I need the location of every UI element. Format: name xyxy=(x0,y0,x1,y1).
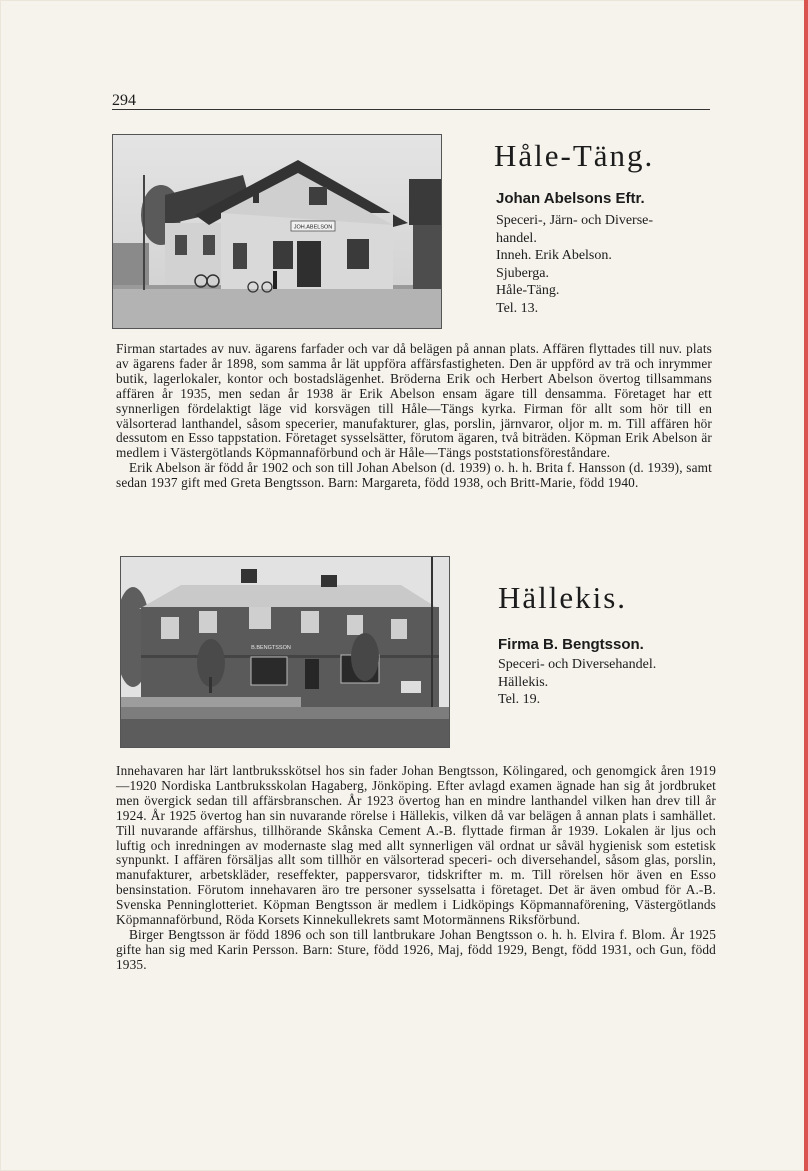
page-edge xyxy=(804,0,808,1171)
firm-description xyxy=(116,764,716,973)
store-photo-hale-tang xyxy=(112,134,442,329)
paragraph: Firman startades av nuv. ägarens farfader och var då belägen på annan plats. Affären flyttades till nuv. plats av ägarens fader år 1898, som samma år lät uppföra affärsfastigheten. Den är uppförd av trä och inrymmer butik, lagerlokaler, kontor och bostadslägenhet. Bröderna Erik och Herbert Abelson övertog tillsammans affären år 1935, men sedan år 1938 är Erik Abelson ensam ägare till densamma. Företaget har ett synnerligen fördelaktigt läge vid korsvägen till Håle—Tängs kyrka. Firman för allt som hör till en välsorterad lanthandel, såsom specerier, manufakturer, glas, porslin, järnvaror, oljor m. m. Till affären hör dessutom en Esso tappstation. Företaget sysselsätter, förutom ägaren, två biträden. Köpman Erik Abelson är medlem i Västergötlands Köpmannaförbund och är Håle—Tängs poststationsföreståndare. xyxy=(116,341,712,461)
store-photo-hallekis xyxy=(120,556,450,748)
info-line: Sjuberga. xyxy=(496,265,550,281)
place-title: Hällekis. xyxy=(498,580,628,615)
info-line: Tel. 19. xyxy=(498,692,541,707)
info-line: Speceri- och Diversehandel. xyxy=(498,657,657,672)
store-sign: JOH.ABELSON xyxy=(293,224,333,231)
firm-info xyxy=(496,212,653,317)
page-number: 294 xyxy=(112,92,136,109)
info-line: handel. xyxy=(496,230,537,246)
firm-description xyxy=(116,342,712,491)
place-title: Håle-Täng. xyxy=(494,138,655,173)
paragraph: Birger Bengtsson är född 1896 och son till lantbrukare Johan Bengtsson o. h. h. Elvira f. Blom. År 1925 gifte han sig med Karin Persson. Barn: Sture, född 1926, Maj, född 1929, Bengt, född 1931, och Gun, född 1935. xyxy=(116,926,716,972)
info-line: Speceri-, Järn- och Diverse- xyxy=(496,213,654,228)
info-line: Inneh. Erik Abelson. xyxy=(496,248,612,263)
info-line: Tel. 13. xyxy=(496,300,539,316)
firm-name: Firma B. Bengtsson. xyxy=(498,636,644,653)
info-line: Håle-Täng. xyxy=(496,283,560,298)
firm-info xyxy=(498,656,656,709)
brick-store-building-image xyxy=(121,557,449,747)
info-line: Hällekis. xyxy=(498,674,549,690)
paragraph: Innehavaren har lärt lantbruksskötsel hos sin fader Johan Bengtsson, Kölingared, och genomgick åren 1919—1920 Nordiska Lantbruksskolan Hagaberg, Jönköping. Efter avlagd examen ägnade han sig åt jordbruket men övergick sedan till affärsbranschen. År 1923 övertog han en mindre lanthandel vilken han drev till år 1924. År 1925 övertog han sin nuvarande rörelse i Hällekis, vilken då var belägen å annan plats i samhället. Till nuvarande affärshus, tillhörande Skånska Cement A.-B. flyttade firman år 1939. Lokalen är ljus och luftig och inredningen av modernaste slag med allt synnerligen väl ordnat ur såväl hygienisk som estetisk synpunkt. I affären försäljas allt som tillhör en välsorterad speceri- och diversehandel, såsom glas, porslin, manufakturer, arbetskläder, reseffekter, pappersvaror, tidskrifter m. m. Till rörelsen hör även en Esso bensinstation. Förutom innehavaren äro tre personer sysselsatta i företaget. Det är även ombud för A.-B. Svenska Penninglotteriet. Köpman Bengtsson är medlem i Lidköpings Köpmannaförening, Västergötlands Köpmannaförbund, Röda Korsets Kinnekullekrets samt Motormännens Riksförbund. xyxy=(116,763,716,928)
firm-name: Johan Abelsons Eftr. xyxy=(496,190,645,207)
paragraph: Erik Abelson är född år 1902 och son till Johan Abelson (d. 1939) o. h. h. Brita f. Hansson (d. 1939), samt sedan 1937 gift med Greta Bengtsson. Barn: Margareta, född 1938, och Britt-Marie, född 1940. xyxy=(116,460,712,491)
header-rule xyxy=(112,109,710,110)
wooden-store-building-image xyxy=(113,135,441,328)
store-sign: B.BENGTSSON xyxy=(251,645,291,651)
